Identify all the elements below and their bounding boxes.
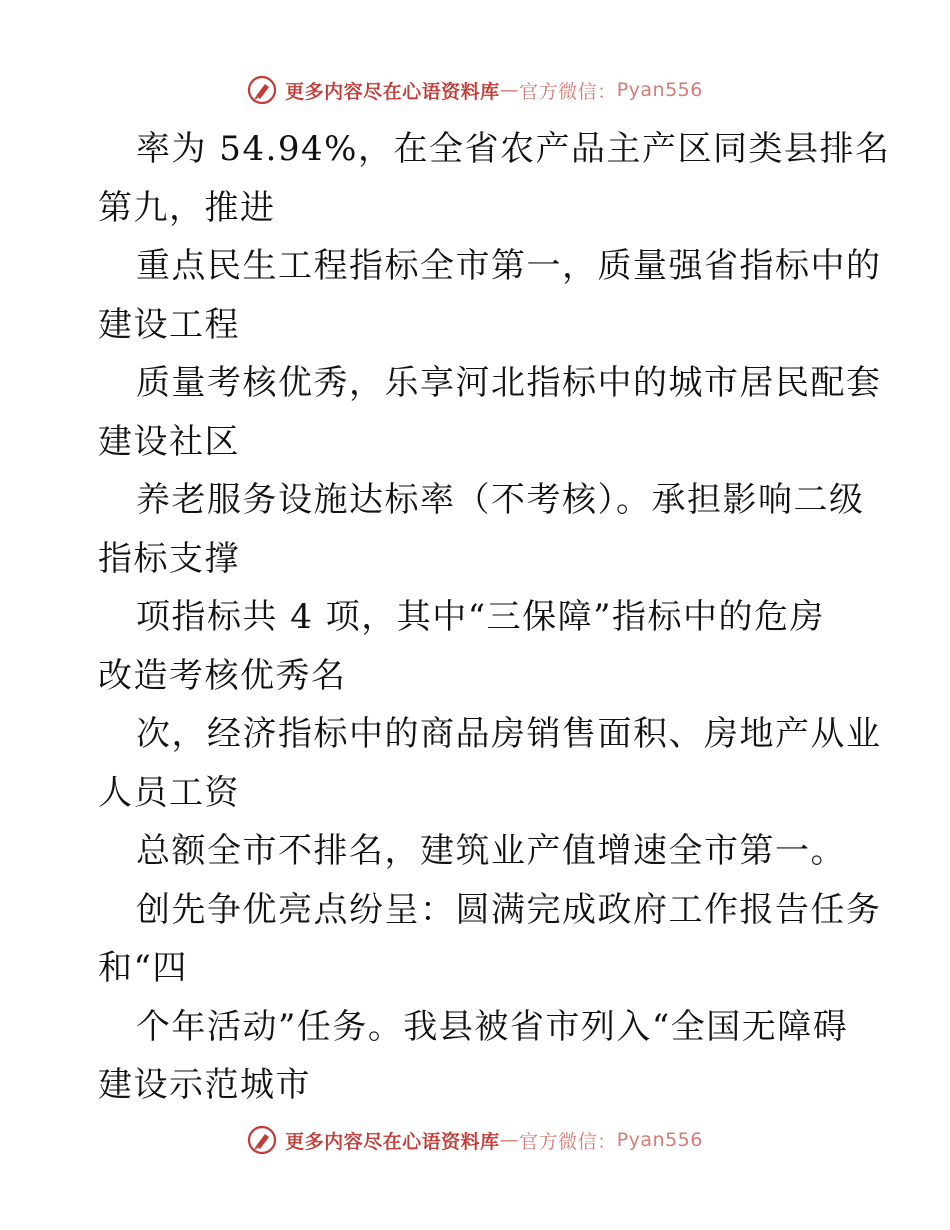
text-line: 人员工资: [98, 772, 240, 813]
text-line: 和“四: [98, 948, 188, 988]
text-line: 总额全市不排名，建筑业产值增速全市第一。: [136, 831, 846, 871]
text-line: 改造考核优秀名: [98, 655, 347, 696]
watermark-title: 更多内容尽在心语资料库: [285, 1130, 500, 1153]
text-line: 项指标共 4 项，其中“三保障”指标中的危房: [136, 597, 826, 637]
text-line: 建设示范城市: [98, 1065, 311, 1105]
watermark-title: 更多内容尽在心语资料库: [285, 80, 500, 103]
document-body: [98, 120, 891, 1115]
text-line: 重点民生工程指标全市第一，质量强省指标中的: [136, 246, 882, 286]
pen-nib-logo-icon: [247, 75, 277, 105]
text-line: 建设工程: [98, 304, 240, 345]
watermark-wechat-label: 官方微信：: [519, 80, 617, 103]
watermark-wechat-id: Pyan556: [616, 79, 703, 101]
text-line: 第九，推进: [98, 187, 276, 228]
text-line: 指标支撑: [98, 538, 240, 579]
header-watermark: [0, 70, 950, 110]
watermark-dash: —: [499, 1129, 520, 1151]
text-line: 次，经济指标中的商品房销售面积、房地产从业: [136, 714, 882, 754]
watermark-wechat-label: 官方微信：: [519, 1130, 617, 1153]
text-line: 率为 54.94%，在全省农产品主产区同类县排名: [136, 129, 891, 169]
text-line: 创先争优亮点纷呈：圆满完成政府工作报告任务: [136, 889, 882, 930]
text-line: 个年活动”任务。我县被省市列入“全国无障碍: [136, 1006, 849, 1047]
text-line: 养老服务设施达标率（不考核）。承担影响二级: [136, 480, 865, 520]
footer-watermark: [0, 1120, 950, 1160]
text-line: 质量考核优秀，乐享河北指标中的城市居民配套: [136, 363, 882, 403]
text-line: 建设社区: [98, 421, 240, 462]
watermark-dash: —: [499, 79, 520, 101]
watermark-wechat-id: Pyan556: [616, 1129, 703, 1151]
pen-nib-logo-icon: [247, 1125, 277, 1155]
